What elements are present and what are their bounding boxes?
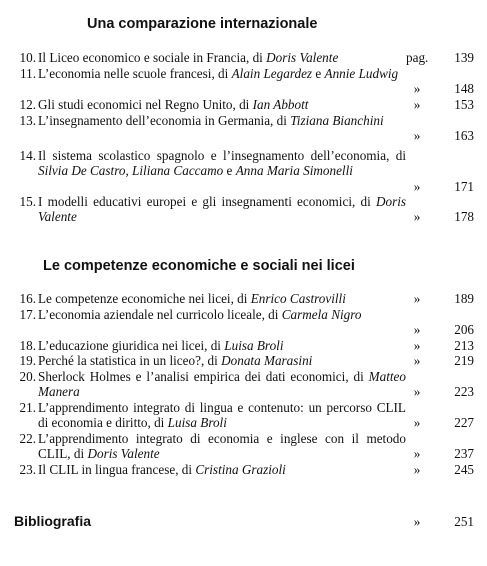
entry-title	[38, 400, 406, 431]
section-title-comparazione: Una comparazione internazionale	[87, 16, 318, 32]
entry-title	[38, 194, 406, 225]
page-number: 171	[454, 178, 474, 194]
page-marker: »	[413, 338, 421, 353]
entry-title-part: Il CLIL in lingua francese, di	[38, 462, 196, 477]
entry-author: Ian Abbott	[252, 97, 309, 112]
page-number: 213	[454, 338, 474, 353]
page-number: 139	[454, 50, 474, 65]
entry-title	[38, 431, 406, 462]
entry-title	[38, 338, 406, 353]
entry-title	[38, 66, 406, 81]
entry-title-part: L’apprendimento integrato di lingua e contenuto: un percorso CLIL di economia e diritto, di	[38, 400, 406, 431]
entry-author: Donata Marasini	[221, 353, 313, 368]
entry-title	[38, 307, 406, 322]
page-marker: »	[413, 353, 421, 368]
section-title-competenze: Le competenze economiche e sociali nei licei	[43, 258, 355, 274]
entry-number: 22.	[19, 431, 36, 446]
entry-author: Silvia De Castro	[38, 163, 126, 179]
entry-author: Luisa Broli	[167, 415, 227, 431]
entry-number: 17.	[19, 307, 36, 322]
entry-title	[38, 97, 406, 112]
entry-author: Anna Maria Simonelli	[235, 163, 353, 179]
entry-number: 19.	[19, 353, 36, 368]
entry-title-part: Le competenze economiche nei licei, di	[38, 291, 251, 306]
page-number: 206	[454, 322, 474, 338]
entry-title	[38, 291, 406, 306]
entry-author: Luisa Broli	[224, 338, 284, 353]
entry-title-part: e	[312, 66, 325, 81]
page-number: 223	[454, 384, 474, 400]
entry-title-part: L’educazione giuridica nei licei, di	[38, 338, 225, 353]
entry-title-part: Il sistema scolastico spagnolo e l’insegnamento dell’economia, di	[38, 148, 406, 163]
page-marker: pag.	[406, 50, 429, 65]
page-marker: »	[413, 384, 421, 400]
entry-title	[38, 462, 406, 477]
page-number: 219	[454, 353, 474, 368]
page-marker: »	[413, 514, 421, 529]
entry-title-part: L’insegnamento dell’economia in Germania, di	[38, 113, 291, 128]
page-number: 251	[454, 514, 474, 529]
entry-number: 12.	[19, 97, 36, 112]
entry-title-part: L’economia nelle scuole francesi, di	[38, 66, 232, 81]
page-number: 153	[454, 97, 474, 112]
entry-author: Doris Valente	[87, 446, 160, 462]
entry-number: 14.	[19, 148, 36, 163]
entry-author: Liliana Caccamo	[132, 163, 224, 179]
entry-title-part: e	[223, 163, 236, 179]
entry-title	[38, 369, 406, 400]
bibliography-label: Bibliografia	[14, 513, 92, 529]
entry-number: 20.	[19, 369, 36, 384]
entry-title-part: Sherlock Holmes e l’analisi empirica dei dati economici, di	[38, 369, 369, 384]
entry-title-part: L’apprendimento integrato di economia e inglese con il metodo CLIL, di	[38, 431, 406, 462]
page-number: 163	[454, 128, 474, 144]
entry-author: Alain Legardez	[231, 66, 313, 81]
entry-number: 21.	[19, 400, 36, 415]
page-marker: »	[413, 415, 421, 431]
entry-title-part: Gli studi economici nel Regno Unito, di	[38, 97, 253, 112]
entry-title	[38, 353, 406, 368]
entry-number: 13.	[19, 113, 36, 128]
entry-number: 15.	[19, 194, 36, 209]
entry-author: Annie Ludwig	[324, 66, 399, 81]
entry-number: 10.	[19, 50, 36, 65]
entry-number: 16.	[19, 291, 36, 306]
entry-number: 23.	[19, 462, 36, 477]
page-number: 189	[454, 291, 474, 306]
page-number: 227	[454, 415, 474, 431]
entry-author: Tiziana Bianchini	[290, 113, 384, 128]
page-marker: »	[413, 291, 421, 306]
entry-title	[38, 148, 406, 179]
entry-title-part: Il Liceo economico e sociale in Francia, di	[38, 50, 267, 65]
entry-author: Carmela Nigro	[281, 307, 362, 322]
page-number: 178	[454, 209, 474, 225]
page-marker: »	[413, 462, 421, 477]
page-marker: »	[413, 322, 421, 338]
page-number: 245	[454, 462, 474, 477]
page-marker: »	[413, 97, 421, 112]
page-number: 237	[454, 446, 474, 462]
entry-author: Enrico Castrovilli	[250, 291, 346, 306]
entry-title-part: ,	[125, 163, 133, 179]
entry-title-part: Perché la statistica in un liceo?, di	[38, 353, 222, 368]
entry-title-part: L’economia aziendale nel curricolo liceale, di	[38, 307, 282, 322]
entry-author: Doris Valente	[266, 50, 339, 65]
entry-number: 18.	[19, 338, 36, 353]
entry-author: Doris Valente	[38, 194, 406, 225]
page-number: 148	[454, 81, 474, 97]
page-marker: »	[413, 128, 421, 144]
entry-title	[38, 113, 406, 128]
entry-title-part: I modelli educativi europei e gli insegnamenti economici, di	[38, 194, 376, 209]
page-marker: »	[413, 81, 421, 97]
entry-author: Matteo Manera	[38, 369, 406, 400]
entry-number: 11.	[20, 66, 36, 81]
page-marker: »	[413, 178, 421, 194]
page-marker: »	[413, 446, 421, 462]
entry-author: Cristina Grazioli	[195, 462, 286, 477]
page-marker: »	[413, 209, 421, 225]
entry-title	[38, 50, 406, 65]
